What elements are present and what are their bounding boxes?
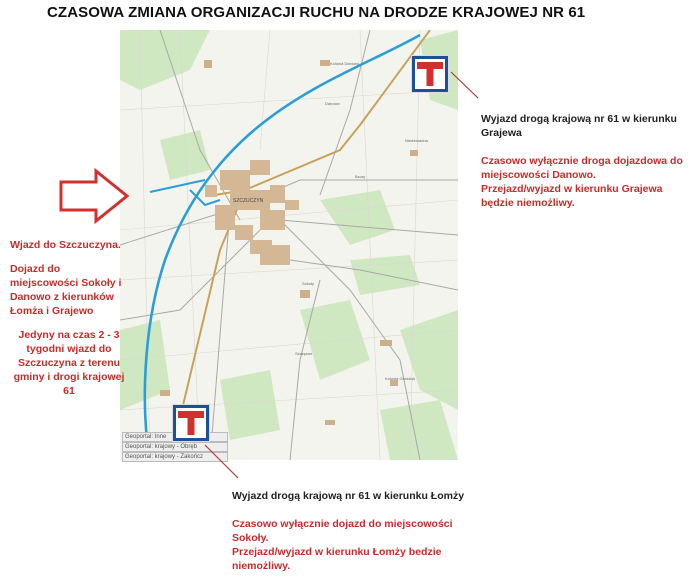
entry-arrow-icon <box>58 168 130 224</box>
bottom-note-line1: Czasowo wyłącznie dojazd do miejscowości Sokoły. <box>232 518 453 544</box>
dead-end-sign-icon <box>172 404 210 442</box>
village-label: Szczęsne <box>295 351 313 356</box>
village-label: Sokoły <box>302 281 315 286</box>
page-title: CZASOWA ZMIANA ORGANIZACJI RUCHU NA DRODZE KRAJOWEJ NR 61 <box>47 4 586 21</box>
layer-label: Geoportal: krajowy - Zakończ <box>122 452 228 462</box>
left-note <box>10 238 128 398</box>
right-note <box>481 112 691 210</box>
town-label: SZCZUCZYN <box>233 198 264 204</box>
right-note-line2: Przejazd/wyjazd w kierunku Grajewa będzie niemożliwy. <box>481 183 663 209</box>
village-label: Danowo <box>325 101 340 106</box>
bottom-note-heading: Wyjazd drogą krajową nr 61 w kierunku Łomży <box>232 490 465 502</box>
right-note-line1: Czasowo wyłącznie droga dojazdowa do miejscowości Danowo. <box>481 155 683 181</box>
left-note-heading: Wjazd do Szczuczyna. <box>10 239 121 251</box>
left-note-para1: Dojazd do miejscowości Sokoły i Danowo z kierunków Łomża i Grajewo <box>10 263 122 317</box>
village-label: Bzury <box>355 174 366 179</box>
layer-label: Geoportal: krajowy - Obręb <box>122 442 228 452</box>
bottom-note <box>232 489 472 573</box>
dead-end-sign-icon <box>411 55 449 93</box>
layer-label: Geoportal: Inne <box>122 432 228 442</box>
right-note-heading: Wyjazd drogą krajową nr 61 w kierunku Grajewa <box>481 113 677 139</box>
village-label: Kolonia Grodzisk <box>385 376 416 381</box>
map[interactable] <box>120 30 458 460</box>
village-label: Kolonia Danowo <box>330 61 360 66</box>
village-label: Niedźwiadna <box>405 138 428 143</box>
bottom-note-line2: Przejazd/wyjazd w kierunku Łomży bedzie niemożliwy. <box>232 546 442 572</box>
left-note-para2: Jedyny na czas 2 - 3 tygodni wjazd do Szczuczyna z terenu gminy i drogi krajowej 61 <box>13 329 125 397</box>
